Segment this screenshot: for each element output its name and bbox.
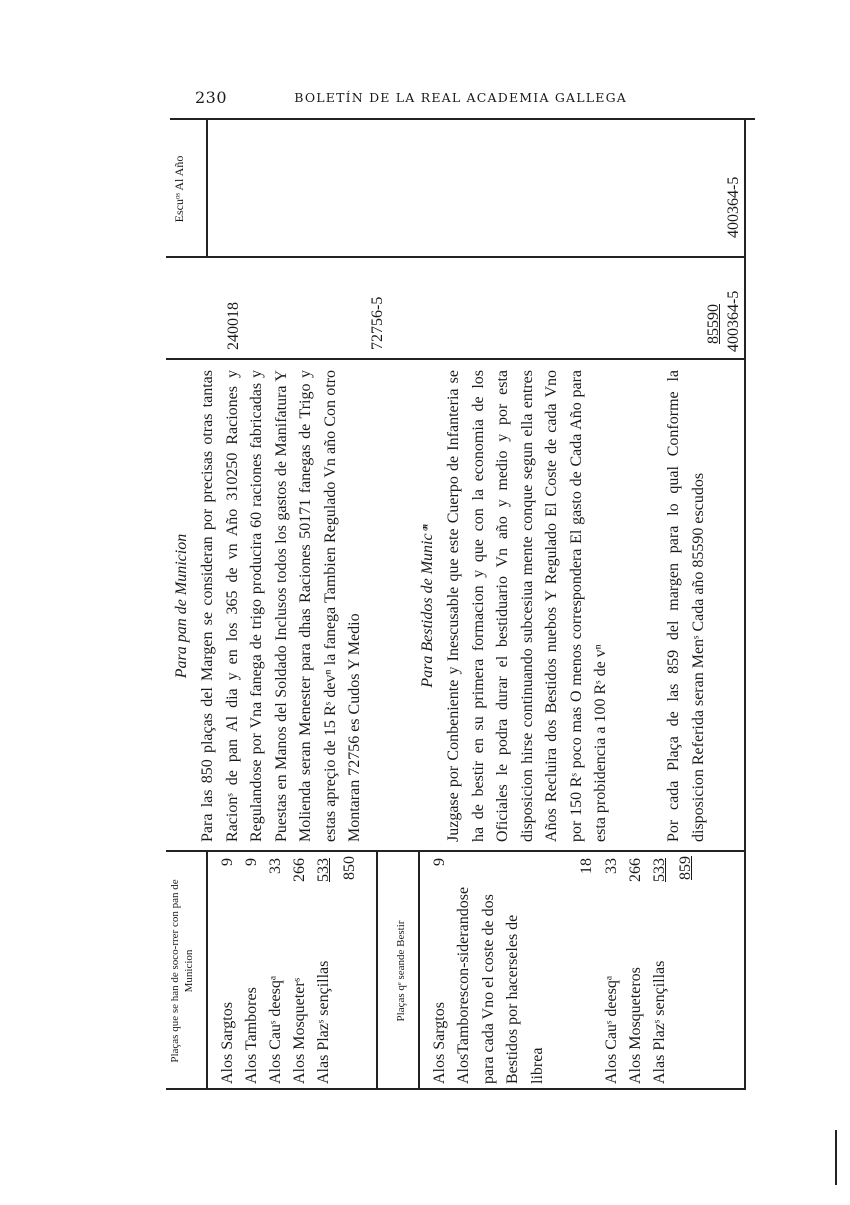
paragraph-bestidos-cost: Por cada Plaça de las 859 del margen para lo qual Conforme la disposicion Referida seran Menˢ Cada año 85590 escudos xyxy=(665,370,707,842)
place-row-long: AlosTamborescon-siderandose para cada Vno el coste de dos Bestidos por hacerseles de librea xyxy=(455,886,546,1084)
place-row: Alos Tambores 9 xyxy=(243,858,260,1084)
section-title-municion: Para pan de Municion xyxy=(173,533,190,679)
margin-mark xyxy=(835,1130,837,1185)
places-header-a: Plaças que se han de soco-rrer con pan de Municion xyxy=(169,879,195,1063)
places-header-b: Plaças qᵉ seande Bestir xyxy=(395,920,407,1022)
places-column xyxy=(166,852,746,1090)
place-row: Alos Mosqueterˢ 266 xyxy=(291,858,308,1084)
places-header-b-rule xyxy=(418,852,420,1090)
escudos-header: Escuᵒˢ Al Año xyxy=(172,155,186,223)
amounts-column xyxy=(166,258,746,360)
paragraph-bestidos: Juzgase por Conbeniente y Inescusable que este Cuerpo de Infanteria se ha de bestir en su primera formacion y que con la economia de los Oficiales le podra durar el bestiduario Vn año y medio y por esta disposicion hirse continuando subcesiua mente conque segun ella entres Años Recluira dos Bestidos nuebos Y Regulado El Coste de cada Vno por 150 Rˢ poco mas O menos correspondera El gasto de Cada Año para esta probidencia a 100 Rˢ de vⁿ xyxy=(445,370,609,842)
page-number: 230 xyxy=(195,88,228,107)
escudos-column xyxy=(166,120,746,258)
places-section-rule xyxy=(376,852,378,1090)
place-row: Alos Mosqueteros 266 xyxy=(627,858,644,1084)
place-row: Alos Cauˢ deesqᵃ 33 xyxy=(603,858,620,1084)
place-row-long-value: 18 xyxy=(578,858,595,874)
paragraph-municion: Para las 850 plaças del Margen se consideran por precisas otras tantas Racionˢ de pan Al dia y en los 365 de vn Año 310250 Raciones y Regulandose por Vna fanega de trigo producira 60 raciones fabricadas y Puestas en Manos del Soldado Inclusos todos los gastos de Manifatura Y Molienda seran Menester para dhas Raciones 50171 fanegas de Trigo y estas apreçio de 15 Rˢ devⁿ la fanega Tambien Regulado Vn año Con otro Montaran 72756 es Cudos Y Medio xyxy=(199,370,363,842)
text-column xyxy=(166,360,746,852)
places-total-a: 850 xyxy=(341,856,358,880)
amount-pan: 240018 xyxy=(225,302,242,350)
section-title-bestidos: Para Bestidos de Munic ͦⁿ xyxy=(419,524,436,688)
places-header-a-rule xyxy=(206,852,208,1090)
amounts-sum: 400364-5 xyxy=(725,290,742,352)
place-row: Alos Cauˢ deesqᵃ 33 xyxy=(267,858,284,1084)
place-row: Alos Sargtos 9 xyxy=(431,858,448,1084)
amount-bestidos: 85590 xyxy=(705,304,722,344)
places-total-b: 859 xyxy=(677,856,694,880)
rotated-table xyxy=(166,120,746,1090)
place-row: Alos Sargtos 9 xyxy=(219,858,236,1084)
amount-pan-total: 72756-5 xyxy=(369,296,386,350)
escudos-header-rule xyxy=(206,120,208,258)
escudos-total: 400364-5 xyxy=(725,176,742,238)
place-row: Alas Plazˢ sençillas 533 xyxy=(315,858,332,1084)
page-header xyxy=(195,88,755,112)
running-head: BOLETÍN DE LA REAL ACADEMIA GALLEGA xyxy=(294,90,627,105)
place-row: Alas Plazˢ sençillas 533 xyxy=(651,858,668,1084)
